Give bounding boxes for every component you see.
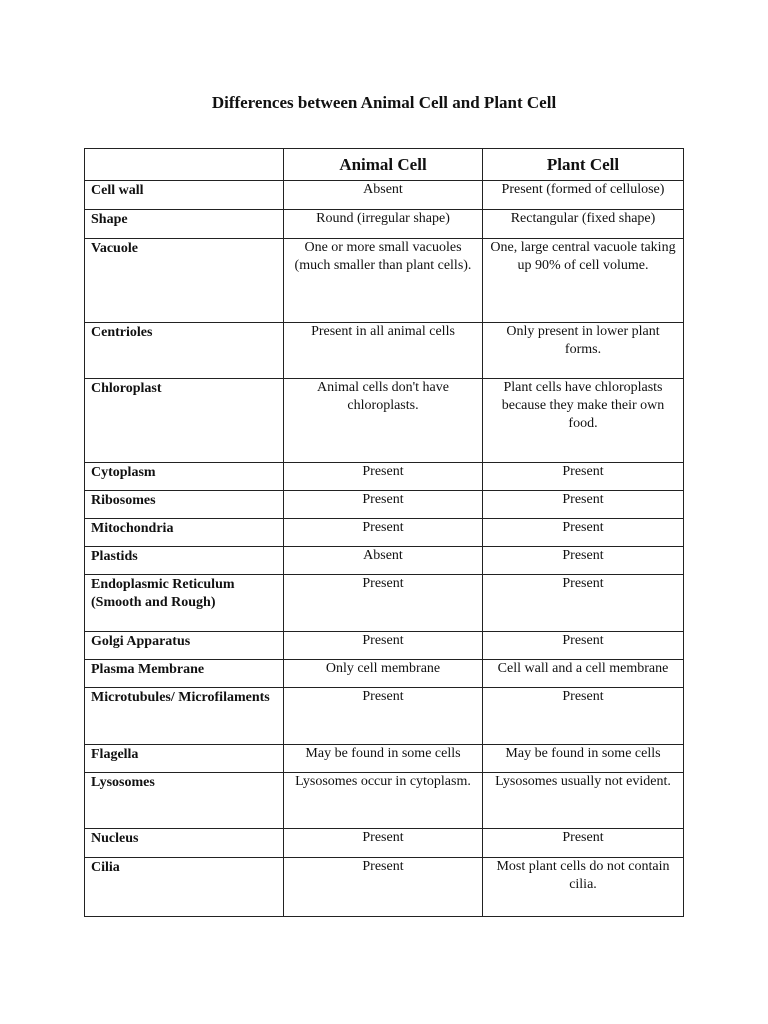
plant-cell-value: Cell wall and a cell membrane <box>483 660 684 688</box>
plant-cell-value: Plant cells have chloroplasts because they make their own food. <box>483 379 684 463</box>
plant-cell-value: Present <box>483 519 684 547</box>
animal-cell-value: Absent <box>284 181 483 210</box>
plant-cell-value: Present <box>483 829 684 858</box>
animal-cell-value: Present <box>284 519 483 547</box>
animal-cell-value: Absent <box>284 547 483 575</box>
comparison-table <box>84 148 684 917</box>
feature-cell: Cell wall <box>85 181 284 210</box>
feature-cell: Ribosomes <box>85 491 284 519</box>
page-title: Differences between Animal Cell and Plant Cell <box>211 93 557 112</box>
table-row <box>85 491 684 519</box>
plant-cell-value: Lysosomes usually not evident. <box>483 773 684 829</box>
animal-cell-value: Present <box>284 491 483 519</box>
animal-cell-value: Only cell membrane <box>284 660 483 688</box>
table-row <box>85 660 684 688</box>
header-animal-cell: Animal Cell <box>284 149 483 181</box>
feature-cell: Mitochondria <box>85 519 284 547</box>
animal-cell-value: Present <box>284 575 483 632</box>
header-feature <box>85 149 284 181</box>
table-row <box>85 379 684 463</box>
table-row <box>85 519 684 547</box>
table-header-row <box>85 149 684 181</box>
animal-cell-value: Present <box>284 632 483 660</box>
feature-cell: Flagella <box>85 745 284 773</box>
animal-cell-value: Present <box>284 858 483 917</box>
plant-cell-value: Present <box>483 547 684 575</box>
plant-cell-value: Present <box>483 463 684 491</box>
table-row <box>85 463 684 491</box>
table-row <box>85 181 684 210</box>
plant-cell-value: Present <box>483 632 684 660</box>
table-row <box>85 323 684 379</box>
plant-cell-value: Rectangular (fixed shape) <box>483 210 684 239</box>
plant-cell-value: Only present in lower plant forms. <box>483 323 684 379</box>
animal-cell-value: Lysosomes occur in cytoplasm. <box>284 773 483 829</box>
animal-cell-value: Round (irregular shape) <box>284 210 483 239</box>
plant-cell-value: Present <box>483 688 684 745</box>
feature-cell: Cytoplasm <box>85 463 284 491</box>
animal-cell-value: Present in all animal cells <box>284 323 483 379</box>
feature-cell: Microtubules/ Microfilaments <box>85 688 284 745</box>
animal-cell-value: Present <box>284 688 483 745</box>
table-row <box>85 688 684 745</box>
table-row <box>85 773 684 829</box>
table-row <box>85 210 684 239</box>
animal-cell-value: Animal cells don't have chloroplasts. <box>284 379 483 463</box>
plant-cell-value: May be found in some cells <box>483 745 684 773</box>
feature-cell: Golgi Apparatus <box>85 632 284 660</box>
feature-cell: Plasma Membrane <box>85 660 284 688</box>
feature-cell: Plastids <box>85 547 284 575</box>
feature-cell: Cilia <box>85 858 284 917</box>
feature-cell: Nucleus <box>85 829 284 858</box>
feature-cell: Centrioles <box>85 323 284 379</box>
table-row <box>85 632 684 660</box>
header-plant-cell: Plant Cell <box>483 149 684 181</box>
table-row <box>85 547 684 575</box>
feature-cell: Chloroplast <box>85 379 284 463</box>
feature-cell: Endoplasmic Reticulum (Smooth and Rough) <box>85 575 284 632</box>
animal-cell-value: May be found in some cells <box>284 745 483 773</box>
animal-cell-value: Present <box>284 463 483 491</box>
feature-cell: Lysosomes <box>85 773 284 829</box>
plant-cell-value: One, large central vacuole taking up 90% of cell volume. <box>483 239 684 323</box>
animal-cell-value: One or more small vacuoles (much smaller than plant cells). <box>284 239 483 323</box>
table-row <box>85 858 684 917</box>
table-row <box>85 575 684 632</box>
table-row <box>85 829 684 858</box>
plant-cell-value: Present <box>483 491 684 519</box>
animal-cell-value: Present <box>284 829 483 858</box>
table-row <box>85 745 684 773</box>
plant-cell-value: Most plant cells do not contain cilia. <box>483 858 684 917</box>
plant-cell-value: Present (formed of cellulose) <box>483 181 684 210</box>
plant-cell-value: Present <box>483 575 684 632</box>
feature-cell: Vacuole <box>85 239 284 323</box>
table-row <box>85 239 684 323</box>
feature-cell: Shape <box>85 210 284 239</box>
